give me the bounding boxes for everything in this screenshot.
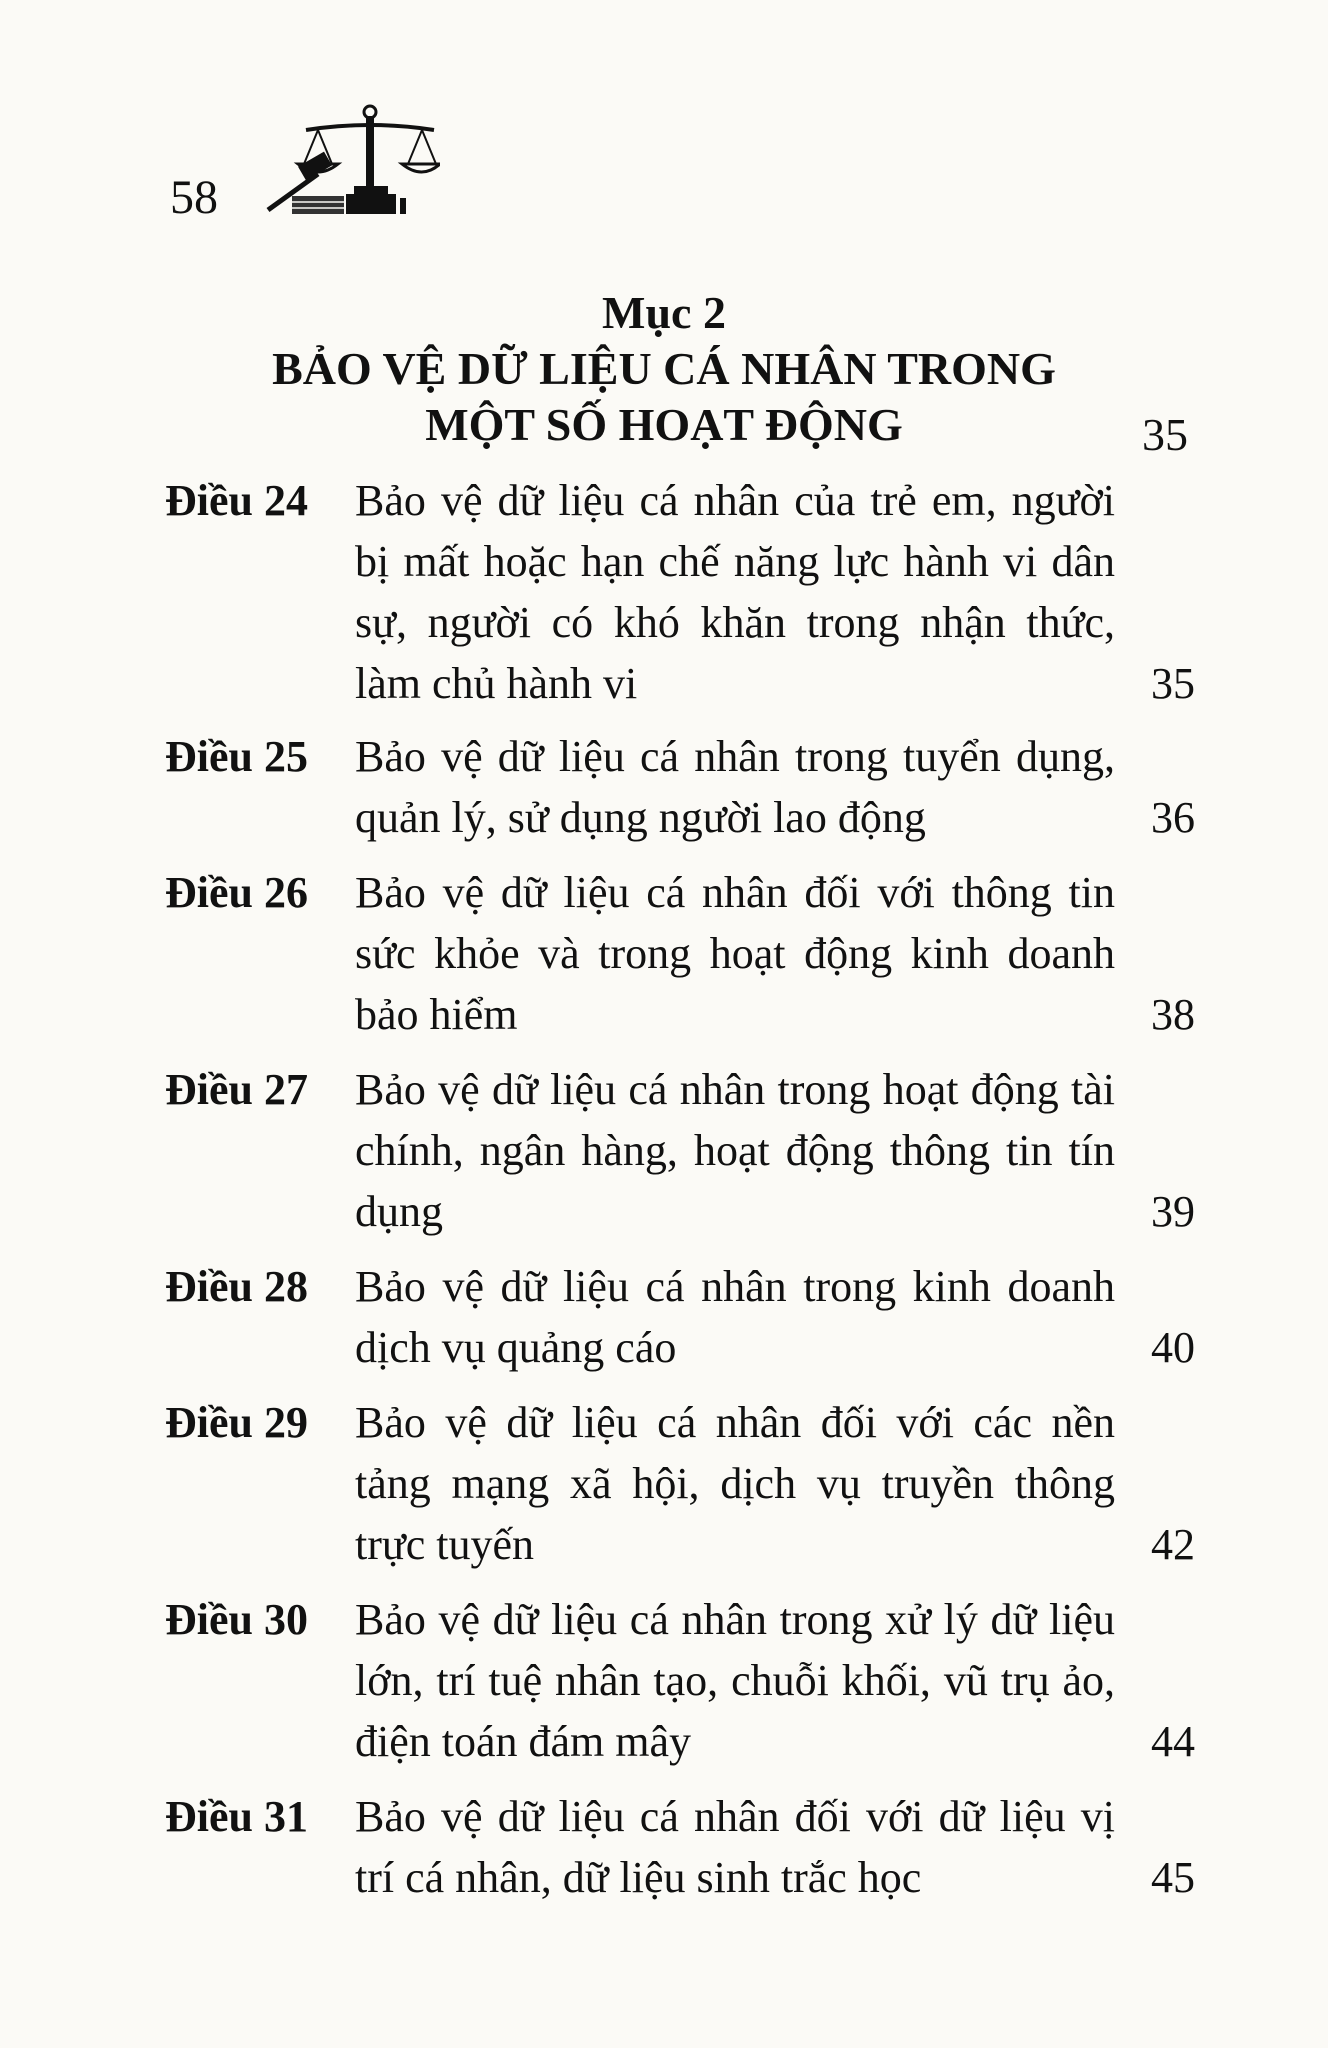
entry-page: 38 xyxy=(1151,990,1195,1039)
entry-label: Điều 28 xyxy=(165,1262,308,1311)
entry-title: Bảo vệ dữ liệu cá nhân đối với các nền tảng mạng xã hội, dịch vụ truyền thông trực tuyến xyxy=(355,1398,1115,1569)
entry-title: Bảo vệ dữ liệu cá nhân trong xử lý dữ liệu lớn, trí tuệ nhân tạo, chuỗi khối, vũ trụ ảo, điện toán đám mây xyxy=(355,1595,1115,1766)
entry-page: 35 xyxy=(1151,659,1195,708)
entry-page: 42 xyxy=(1151,1520,1195,1569)
entry-title: Bảo vệ dữ liệu cá nhân trong hoạt động tài chính, ngân hàng, hoạt động thông tin tín dụng xyxy=(355,1065,1115,1236)
entry-title: Bảo vệ dữ liệu cá nhân của trẻ em, người bị mất hoặc hạn chế năng lực hành vi dân sự, người có khó khăn trong nhận thức, làm chủ hành vi xyxy=(355,476,1115,708)
section-page-number: 35 xyxy=(1142,409,1188,460)
toc-entry-29 xyxy=(165,1392,1195,1575)
toc-entry-27 xyxy=(165,1059,1195,1242)
page-number: 58 xyxy=(170,171,218,224)
section-heading xyxy=(0,285,1328,453)
section-title-line-2: MỘT SỐ HOẠT ĐỘNG xyxy=(425,399,903,450)
toc-entry-26 xyxy=(165,862,1195,1045)
toc-entry-25 xyxy=(165,726,1195,848)
scales-and-gavel-icon xyxy=(262,98,440,216)
toc-entry-28 xyxy=(165,1256,1195,1378)
entry-label: Điều 30 xyxy=(165,1595,308,1644)
table-of-contents xyxy=(165,470,1195,1922)
entry-label: Điều 27 xyxy=(165,1065,308,1114)
entry-label: Điều 24 xyxy=(165,476,308,525)
entry-label: Điều 31 xyxy=(165,1792,308,1841)
entry-label: Điều 26 xyxy=(165,868,308,917)
entry-title: Bảo vệ dữ liệu cá nhân đối với thông tin sức khỏe và trong hoạt động kinh doanh bảo hiểm xyxy=(355,868,1115,1039)
section-label: Mục 2 xyxy=(602,287,726,338)
section-title-line-1: BẢO VỆ DỮ LIỆU CÁ NHÂN TRONG xyxy=(272,343,1056,394)
entry-page: 45 xyxy=(1151,1853,1195,1902)
entry-page: 36 xyxy=(1151,793,1195,842)
entry-title: Bảo vệ dữ liệu cá nhân đối với dữ liệu vị trí cá nhân, dữ liệu sinh trắc học xyxy=(355,1792,1115,1902)
entry-page: 39 xyxy=(1151,1187,1195,1236)
entry-page: 40 xyxy=(1151,1323,1195,1372)
entry-title: Bảo vệ dữ liệu cá nhân trong kinh doanh dịch vụ quảng cáo xyxy=(355,1262,1115,1372)
entry-title: Bảo vệ dữ liệu cá nhân trong tuyển dụng, quản lý, sử dụng người lao động xyxy=(355,732,1115,842)
toc-entry-31 xyxy=(165,1786,1195,1908)
entry-label: Điều 25 xyxy=(165,732,308,781)
entry-label: Điều 29 xyxy=(165,1398,308,1447)
entry-page: 44 xyxy=(1151,1717,1195,1766)
toc-entry-24 xyxy=(165,470,1195,714)
toc-entry-30 xyxy=(165,1589,1195,1772)
